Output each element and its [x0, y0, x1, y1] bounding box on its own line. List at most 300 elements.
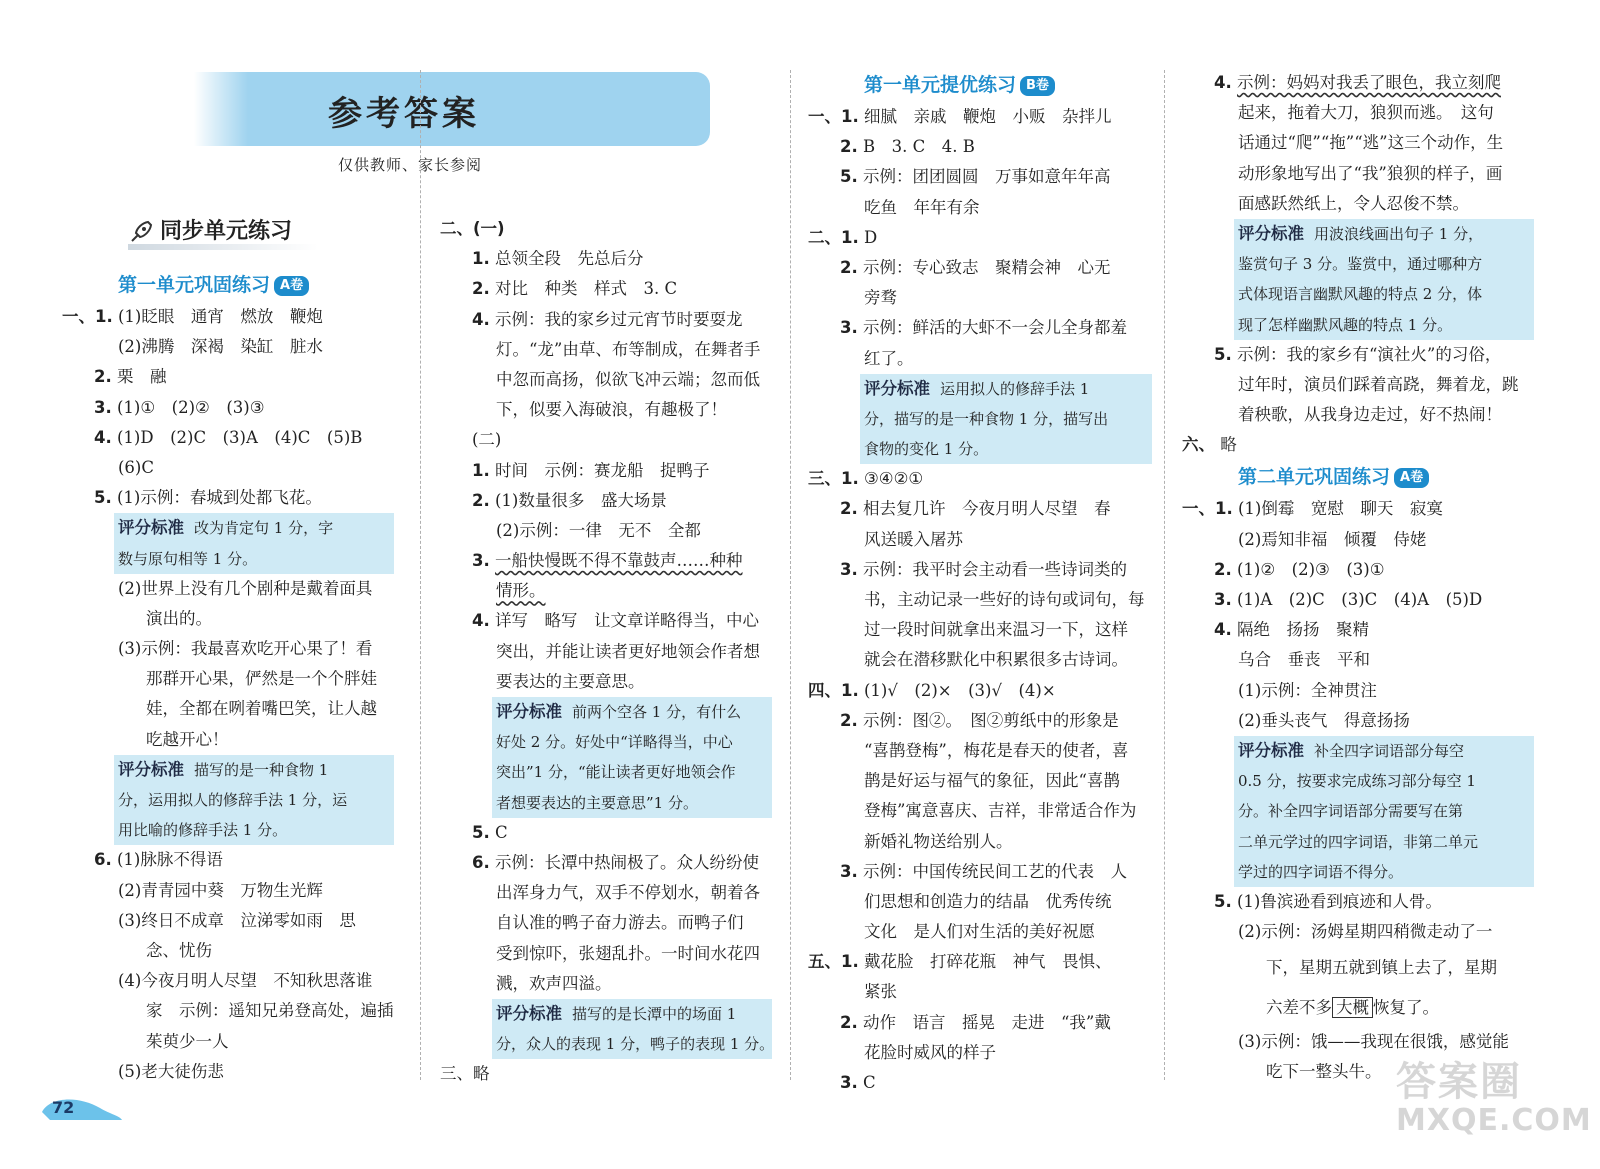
score-text: 二单元学过的四字词语，非第二单元 — [1238, 832, 1479, 851]
score-line — [496, 697, 772, 727]
answer-line — [808, 1038, 1160, 1068]
answer-text: 灯。“龙”由草、布等制成，在舞者手 — [496, 339, 761, 359]
item-number: 六、 — [1182, 435, 1215, 455]
score-text: 数与原句相等 1 分。 — [118, 549, 258, 568]
answer-line — [62, 664, 402, 694]
answer-line — [808, 827, 1160, 857]
answer-text: (1)眨眼 通宵 燃放 鞭炮 — [118, 307, 323, 326]
column-divider — [420, 70, 421, 1080]
answer-line — [808, 947, 1160, 977]
section-label: 同步单元练习 — [160, 219, 293, 244]
answer-line — [440, 667, 780, 697]
answer-text: 文化 是人们对生活的美好祝愿 — [864, 922, 1095, 942]
answer-text: 下，似要入海破浪，有趣极了！ — [496, 400, 727, 420]
score-line — [1238, 219, 1534, 249]
answer-text: 紧张 — [864, 982, 897, 1002]
answer-text: 乌合 垂丧 平和 — [1238, 650, 1370, 670]
answer-text: 栗 融 — [117, 367, 167, 387]
item-number: 1. — [472, 249, 490, 269]
answer-line — [1182, 494, 1542, 524]
answer-line — [440, 486, 780, 516]
heading-text: 第一单元提优练习 — [864, 74, 1017, 96]
answer-line — [440, 335, 780, 365]
answer-text: 中忽而高扬，似欲飞冲云端；忽而低 — [496, 369, 760, 389]
page-number: 72 — [52, 1098, 75, 1117]
score-text: 学过的四字词语不得分。 — [1238, 862, 1404, 881]
score-line — [496, 999, 772, 1029]
answer-text: 详写 略写 让文章详略得当，中心 — [495, 611, 759, 631]
answer-line — [440, 818, 780, 848]
answer-line — [440, 908, 780, 938]
score-text: 食物的变化 1 分。 — [864, 440, 989, 459]
answer-text: (二) — [472, 430, 502, 450]
answer-line — [1182, 370, 1542, 400]
item-number: 5. — [94, 488, 112, 508]
answer-line — [440, 969, 780, 999]
column-4 — [1182, 68, 1542, 1088]
column-divider — [790, 70, 791, 1080]
answer-text: (1)示例：全神贯注 — [1238, 680, 1377, 700]
score-line — [118, 544, 394, 574]
item-number: 3. — [840, 861, 858, 881]
answer-text: 话通过“爬”“拖”“逃”这三个动作，生 — [1238, 133, 1504, 153]
answer-line — [62, 423, 402, 453]
answer-line — [1182, 430, 1542, 460]
answer-text: 示例：鲜活的大虾不一会儿全身都羞 — [863, 318, 1127, 338]
answer-text: 着秧歌，从我身边走过，好不热闹！ — [1238, 405, 1502, 425]
unit-heading — [62, 268, 402, 302]
answer-line — [808, 253, 1160, 283]
item-number: 4. — [1214, 73, 1232, 92]
score-box — [114, 513, 394, 573]
answer-line — [808, 676, 1160, 706]
answer-text: 就会在潜移默化中积累很多古诗词。 — [864, 650, 1128, 670]
answer-text: 一船快慢既不得不靠鼓声……种种 — [495, 551, 743, 571]
answer-line — [808, 525, 1160, 555]
answer-text: 娃，全都在咧着嘴巴笑，让人越 — [146, 699, 377, 719]
answer-text: 受到惊吓，张翅乱扑。一时间水花四 — [496, 943, 760, 963]
banner-fade — [128, 72, 248, 146]
item-number: 4. — [94, 427, 112, 447]
item-number: 五、1. — [808, 952, 859, 972]
answer-text: (1)数量很多 盛大场景 — [495, 490, 667, 510]
item-number: 3. — [1214, 590, 1232, 609]
answer-text: 示例：图②。 图②剪纸中的形象是 — [863, 710, 1119, 730]
answer-line — [62, 1027, 402, 1057]
answer-line — [1182, 525, 1542, 555]
answer-line — [62, 996, 402, 1026]
score-box — [860, 374, 1152, 465]
answer-text: 动形象地写出了“我”狼狈的样子，画 — [1238, 163, 1503, 183]
answer-line — [808, 283, 1160, 313]
score-label: 评分标准 — [1238, 223, 1304, 243]
answer-line — [440, 576, 780, 606]
item-number: 一、1. — [1182, 499, 1233, 519]
item-number: 一、1. — [62, 307, 113, 326]
item-number: 四、1. — [808, 680, 859, 700]
answer-line — [808, 132, 1160, 162]
text-line: 三、略 — [440, 1064, 490, 1084]
answer-line — [62, 1057, 402, 1087]
answer-text: 家 示例：遥知兄弟登高处，遍插 — [146, 1001, 394, 1021]
answer-text: 对比 种类 样式 3. C — [495, 279, 678, 299]
score-text: 用比喻的修辞手法 1 分。 — [118, 821, 288, 840]
answer-text: 们思想和创造力的结晶 优秀传统 — [864, 891, 1112, 911]
answer-line — [808, 615, 1160, 645]
section-underline — [128, 244, 318, 250]
answer-line — [62, 332, 402, 362]
answer-text: (3)示例：我最喜欢吃开心果了！看 — [118, 639, 373, 659]
item-number: 3. — [840, 1073, 858, 1092]
answer-line — [808, 585, 1160, 615]
score-text: 突出”1 分，“能让读者更好地领会作 — [496, 763, 736, 782]
answer-line — [1182, 68, 1542, 98]
answer-text: 鹊是好运与福气的象征，因此“喜鹊 — [864, 771, 1120, 791]
answer-line — [440, 244, 780, 274]
answer-text: 吃越开心！ — [146, 729, 229, 749]
answer-text: 示例：中国传统民间工艺的代表 人 — [863, 861, 1127, 881]
answer-text: 戴花脸 打碎花瓶 神气 畏惧、 — [864, 952, 1112, 972]
answer-text: 过年时，演员们踩着高跷，舞着龙，跳 — [1238, 374, 1519, 394]
score-line — [496, 1029, 775, 1059]
answer-line — [62, 845, 402, 875]
answer-text: (2)示例：汤姆星期四稍微走动了一 — [1238, 922, 1493, 942]
answer-line — [62, 966, 402, 996]
score-text: 分，众人的表现 1 分，鸭子的表现 1 分。 — [496, 1035, 775, 1054]
answer-line — [440, 274, 780, 304]
heading-text: 第二单元巩固练习 — [1238, 466, 1391, 489]
score-text: 式体现语言幽默风趣的特点 2 分，体 — [1238, 285, 1483, 304]
score-line — [1238, 766, 1534, 796]
answer-line — [440, 637, 780, 667]
answer-line — [808, 977, 1160, 1007]
item-number: 6. — [472, 852, 490, 872]
answer-text: ③④②① — [864, 469, 924, 489]
watermark-line1: 答案圈 — [1396, 1059, 1522, 1105]
answer-text: (1)② (2)③ (3)① — [1237, 559, 1385, 579]
answer-line — [440, 425, 780, 455]
score-label: 评分标准 — [864, 378, 930, 398]
answer-line — [808, 494, 1160, 524]
rocket-icon — [128, 219, 154, 245]
score-line — [864, 434, 1152, 464]
answer-line — [1182, 917, 1542, 947]
answer-text: (1)√ (2)× (3)√ (4)× — [864, 680, 1056, 700]
answer-line — [808, 857, 1160, 887]
item-number: 6. — [94, 850, 112, 870]
column-1 — [62, 268, 402, 1087]
item-number: 5. — [472, 822, 490, 842]
title-banner — [128, 72, 710, 146]
score-box — [1234, 219, 1534, 340]
score-line — [1238, 827, 1534, 857]
item-number: 2. — [840, 1012, 858, 1032]
answer-text: 总领全段 先总后分 — [495, 249, 644, 269]
answer-line — [808, 223, 1160, 253]
score-text: 0.5 分，按要求完成练习部分每空 1 — [1238, 772, 1476, 791]
answer-line — [808, 645, 1160, 675]
answer-text: 相去复几许 今夜月明人尽望 春 — [863, 499, 1111, 519]
answer-text: 新婚礼物送给别人。 — [864, 831, 1013, 851]
answer-text: 示例：团团圆圆 万事如意年年高 — [863, 167, 1111, 187]
score-line — [864, 374, 1152, 404]
answer-text: 示例：我的家乡过元宵节时要耍龙 — [495, 309, 743, 329]
answer-text: 登梅”寓意喜庆、吉祥，非常适合作为 — [864, 801, 1137, 821]
score-text: 用波浪线画出句子 1 分， — [1314, 224, 1484, 243]
item-number: 三、1. — [808, 469, 859, 489]
answer-text: B 3. C 4. B — [863, 137, 975, 157]
answer-line — [440, 848, 780, 878]
item-number: 3. — [840, 318, 858, 338]
score-text: 分，运用拟人的修辞手法 1 分，运 — [118, 791, 348, 809]
column-3 — [808, 68, 1160, 1098]
answer-text: 时间 示例：赛龙船 捉鸭子 — [495, 460, 710, 480]
answer-line — [440, 516, 780, 546]
answer-line — [62, 302, 402, 332]
answer-line — [808, 344, 1160, 374]
unit-heading — [808, 68, 1160, 102]
score-text: 鉴赏句子 3 分。鉴赏中，通过哪种方 — [1238, 255, 1483, 274]
answer-line — [1182, 159, 1542, 189]
score-line — [864, 404, 1152, 434]
score-text: 现了怎样幽默风趣的特点 1 分。 — [1238, 315, 1453, 334]
score-line — [496, 727, 772, 757]
answer-line — [1182, 645, 1542, 675]
item-number: 5. — [1214, 344, 1232, 364]
score-box — [1234, 736, 1534, 887]
answer-line — [440, 456, 780, 486]
score-text: 补全四字词语部分每空 — [1314, 741, 1465, 760]
score-text: 前两个空各 1 分，有什么 — [572, 703, 742, 721]
answer-line — [62, 634, 402, 664]
item-number: 2. — [840, 710, 858, 730]
answer-text: (2)世界上没有几个剧种是戴着面具 — [118, 578, 373, 598]
answer-text: 过一段时间就拿出来温习一下，这样 — [864, 620, 1128, 640]
item-number: 2. — [1214, 559, 1232, 579]
item-number: 一、1. — [808, 107, 859, 126]
score-label: 评分标准 — [496, 1003, 562, 1023]
answer-line — [440, 606, 780, 636]
score-text: 分。补全四字词语部分需要写在第 — [1238, 802, 1464, 821]
page-number-badge — [40, 1094, 124, 1124]
answer-line — [62, 453, 402, 483]
answer-text: (1)① (2)② (3)③ — [117, 397, 265, 417]
answer-text: 示例：我的家乡有“演社火”的习俗， — [1237, 344, 1502, 364]
answer-text: (1)示例：春城到处都飞花。 — [117, 488, 322, 508]
score-text: 好处 2 分。好处中“详略得当，中心 — [496, 733, 733, 752]
level-badge: A卷 — [274, 276, 309, 296]
answer-line — [808, 162, 1160, 192]
answer-line — [808, 555, 1160, 585]
answer-text: 隔绝 扬扬 聚精 — [1237, 620, 1369, 640]
item-number: 5. — [840, 167, 858, 187]
answer-line — [440, 546, 780, 576]
answer-text: 花脸时威风的样子 — [864, 1042, 996, 1062]
item-number: 4. — [1214, 620, 1232, 640]
answer-line — [808, 736, 1160, 766]
answer-line — [1182, 555, 1542, 585]
answer-line — [440, 939, 780, 969]
item-number: 4. — [472, 309, 490, 329]
answer-line — [808, 1068, 1160, 1098]
score-line — [1238, 796, 1534, 826]
answer-line — [62, 725, 402, 755]
answer-line — [62, 876, 402, 906]
answer-text: 示例：长潭中热闹极了。众人纷纷使 — [495, 852, 759, 872]
score-line — [496, 788, 772, 818]
answer-text: 动作 语言 摇晃 走进 “我”戴 — [863, 1012, 1111, 1032]
item-number: 5. — [1214, 891, 1232, 911]
answer-text: (4)今夜月明人尽望 不知秋思落谁 — [118, 971, 373, 991]
answer-text: (3)示例：饿——我现在很饿，感觉能 — [1238, 1032, 1509, 1052]
answer-text: 示例：妈妈对我丢了眼色，我立刻爬 — [1237, 73, 1501, 92]
score-text: 运用拟人的修辞手法 1 — [940, 379, 1090, 398]
answer-line — [440, 395, 780, 425]
answer-line — [1182, 128, 1542, 158]
answer-line — [62, 694, 402, 724]
answer-text: 要表达的主要意思。 — [496, 671, 645, 691]
score-line — [118, 513, 394, 543]
score-label: 评分标准 — [118, 759, 184, 779]
item-number: 2. — [840, 499, 858, 519]
score-label: 评分标准 — [496, 702, 562, 721]
answer-line — [1182, 676, 1542, 706]
answer-line — [62, 906, 402, 936]
answer-text: 念、忧伤 — [146, 940, 212, 960]
answer-line — [808, 796, 1160, 826]
answer-line — [1182, 189, 1542, 219]
item-number: 2. — [840, 137, 858, 157]
answer-text: (1)A (2)C (3)C (4)A (5)D — [1237, 590, 1483, 609]
score-line — [496, 757, 772, 787]
column-2 — [440, 214, 780, 1089]
score-box — [114, 755, 394, 846]
score-line — [1238, 736, 1534, 766]
answer-text: (2)青青园中葵 万物生光辉 — [118, 880, 323, 900]
answer-line — [62, 604, 402, 634]
boxed-word: 大概 — [1332, 997, 1373, 1018]
answer-text: 情形。 — [496, 581, 546, 601]
answer-line — [1182, 615, 1542, 645]
heading-text: 第一单元巩固练习 — [118, 274, 271, 296]
column-divider — [1164, 70, 1165, 1080]
item-number: 二、(一) — [440, 219, 505, 238]
score-line — [1238, 857, 1534, 887]
text-fragment: 六差不多 — [1266, 998, 1332, 1018]
unit-heading — [1182, 460, 1542, 494]
answer-line — [808, 706, 1160, 736]
answer-text: 面感跃然纸上，令人忍俊不禁。 — [1238, 193, 1469, 213]
answer-line — [1182, 98, 1542, 128]
answer-text: 书，主动记录一些好的诗句或词句，每 — [864, 590, 1145, 609]
score-text: 描写的是长潭中的场面 1 — [572, 1004, 737, 1023]
answer-text: 红了。 — [864, 348, 914, 368]
answer-line — [808, 193, 1160, 223]
score-line — [1238, 310, 1534, 340]
score-line — [118, 815, 394, 845]
answer-text: (1)脉脉不得语 — [117, 850, 223, 870]
answer-text: D — [864, 227, 878, 247]
answer-line — [440, 365, 780, 395]
answer-line — [808, 917, 1160, 947]
answer-text: (2)垂头丧气 得意扬扬 — [1238, 710, 1410, 730]
answer-text: 吃鱼 年年有余 — [864, 197, 980, 217]
answer-text: 茱萸少一人 — [146, 1031, 229, 1051]
answer-line — [1182, 585, 1542, 615]
watermark-line2: MXQE.COM — [1396, 1103, 1592, 1138]
answer-line — [808, 102, 1160, 132]
answer-text: “喜鹊登梅”，梅花是春天的使者，喜 — [864, 740, 1129, 760]
text-fragment: 恢复了。 — [1373, 998, 1439, 1018]
answer-text: 风送暖入屠苏 — [864, 529, 963, 549]
item-number: 2. — [472, 490, 490, 510]
answer-line — [808, 313, 1160, 343]
answer-line — [808, 766, 1160, 796]
answer-line — [62, 393, 402, 423]
answer-line — [440, 305, 780, 335]
answer-text: (3)终日不成章 泣涕零如雨 思 — [118, 910, 356, 930]
answer-line — [62, 483, 402, 513]
item-number: 2. — [472, 279, 490, 299]
section-title — [128, 214, 292, 245]
item-number: 1. — [472, 460, 490, 480]
answer-text: (6)C — [118, 457, 154, 477]
item-number: 3. — [94, 397, 112, 417]
score-text: 描写的是一种食物 1 — [194, 760, 329, 779]
answer-line — [1182, 887, 1542, 917]
answer-line — [1182, 706, 1542, 736]
answer-line — [808, 464, 1160, 494]
answer-text: 起来，拖着大刀，狼狈而逃。 这句 — [1238, 103, 1494, 123]
score-label: 评分标准 — [1238, 740, 1304, 760]
answer-text: 吃下一整头牛。 — [1266, 1062, 1382, 1082]
watermark — [1396, 1050, 1592, 1150]
answer-text: 溅，欢声四溢。 — [496, 973, 612, 993]
item-number: 4. — [472, 611, 490, 631]
score-line — [118, 755, 394, 785]
answer-text: 那群开心果，俨然是一个个胖娃 — [146, 669, 377, 689]
answer-line — [1182, 340, 1542, 370]
item-number: 3. — [840, 559, 858, 579]
answer-text: 示例：我平时会主动看一些诗词类的 — [863, 559, 1127, 579]
answer-text: 演出的。 — [146, 608, 212, 628]
answer-text: C — [495, 822, 508, 842]
answer-text: C — [863, 1073, 876, 1092]
score-box — [492, 999, 775, 1059]
answer-line — [440, 214, 780, 244]
text-line — [1182, 989, 1542, 1027]
text-line: 下，星期五就到镇上去了，星期 — [1266, 958, 1497, 978]
page-title: 参考答案 — [328, 94, 480, 134]
item-number: 2. — [840, 257, 858, 277]
score-line — [1238, 249, 1534, 279]
score-text: 分，描写的是一种食物 1 分，描写出 — [864, 409, 1109, 428]
page-subtitle: 仅供教师、家长参阅 — [338, 156, 483, 174]
answer-text: 细腻 亲戚 鞭炮 小贩 杂拌儿 — [864, 107, 1112, 126]
answer-text: (2)沸腾 深褐 染缸 脏水 — [118, 337, 323, 357]
answer-line — [62, 574, 402, 604]
answer-line — [62, 936, 402, 966]
answer-text: 自认准的鸭子奋力游去。而鸭子们 — [496, 913, 744, 933]
answer-line — [808, 1008, 1160, 1038]
score-line — [118, 785, 394, 815]
item-number: 2. — [94, 367, 112, 387]
answer-line — [1182, 400, 1542, 430]
score-line — [1238, 279, 1534, 309]
level-badge: A卷 — [1394, 468, 1429, 488]
answer-text: 旁骛 — [864, 288, 897, 308]
item-number: 3. — [472, 551, 490, 571]
